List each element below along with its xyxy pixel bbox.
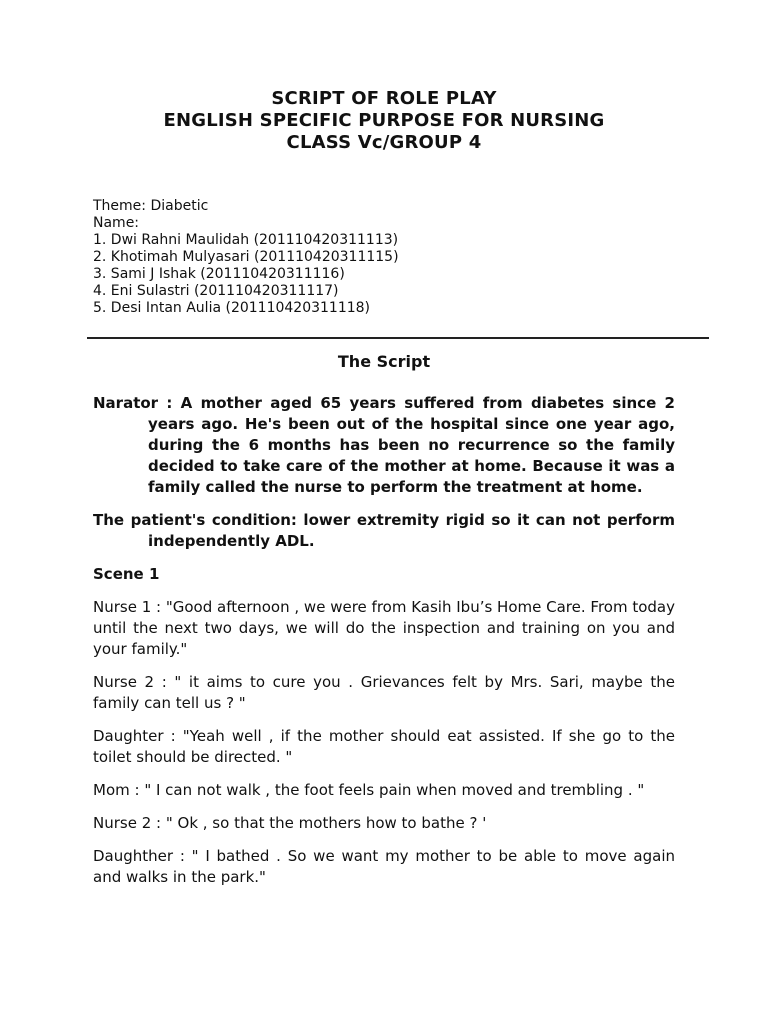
name-label: Name: xyxy=(93,215,140,231)
document-title xyxy=(0,88,768,154)
member-item: 3. Sami J Ishak (201110420311116) xyxy=(93,266,345,282)
member-item: 4. Eni Sulastri (201110420311117) xyxy=(93,283,339,299)
script-body xyxy=(93,393,675,900)
title-line-1: SCRIPT OF ROLE PLAY xyxy=(271,88,497,109)
member-item: 2. Khotimah Mulyasari (201110420311115) xyxy=(93,249,399,265)
dialogue-line: Nurse 1 : "Good afternoon , we were from Kasih Ibu’s Home Care. From today until the next two days, we will do the inspection and training on you and your family." xyxy=(93,598,675,658)
dialogue-line: Daughter : "Yeah well , if the mother should eat assisted. If she go to the toilet should be directed. " xyxy=(93,727,675,766)
horizontal-divider xyxy=(87,337,709,339)
title-line-3: CLASS Vc/GROUP 4 xyxy=(286,132,482,153)
member-item: 1. Dwi Rahni Maulidah (201110420311113) xyxy=(93,232,399,248)
scene-heading: Scene 1 xyxy=(93,565,160,583)
dialogue-line: Daughther : " I bathed . So we want my mother to be able to move again and walks in the park." xyxy=(93,847,675,886)
theme-text: Theme: Diabetic xyxy=(93,198,209,214)
script-heading: The Script xyxy=(337,352,431,371)
condition-paragraph: The patient's condition: lower extremity rigid so it can not perform independently ADL. xyxy=(93,511,675,550)
group-info xyxy=(93,198,399,317)
dialogue-line: Mom : " I can not walk , the foot feels pain when moved and trembling . " xyxy=(93,781,645,799)
dialogue-line: Nurse 2 : " it aims to cure you . Grievances felt by Mrs. Sari, maybe the family can tell us ? " xyxy=(93,673,675,712)
member-item: 5. Desi Intan Aulia (201110420311118) xyxy=(93,300,371,316)
dialogue-line: Nurse 2 : " Ok , so that the mothers how to bathe ? ' xyxy=(93,814,487,832)
title-line-2: ENGLISH SPECIFIC PURPOSE FOR NURSING xyxy=(163,110,605,131)
narrator-paragraph: Narator : A mother aged 65 years suffered from diabetes since 2 years ago. He's been out of the hospital since one year ago, during the 6 months has been no recurrence so the family decided to take care of the mother at home. Because it was a family called the nurse to perform the treatment at home. xyxy=(93,394,675,496)
